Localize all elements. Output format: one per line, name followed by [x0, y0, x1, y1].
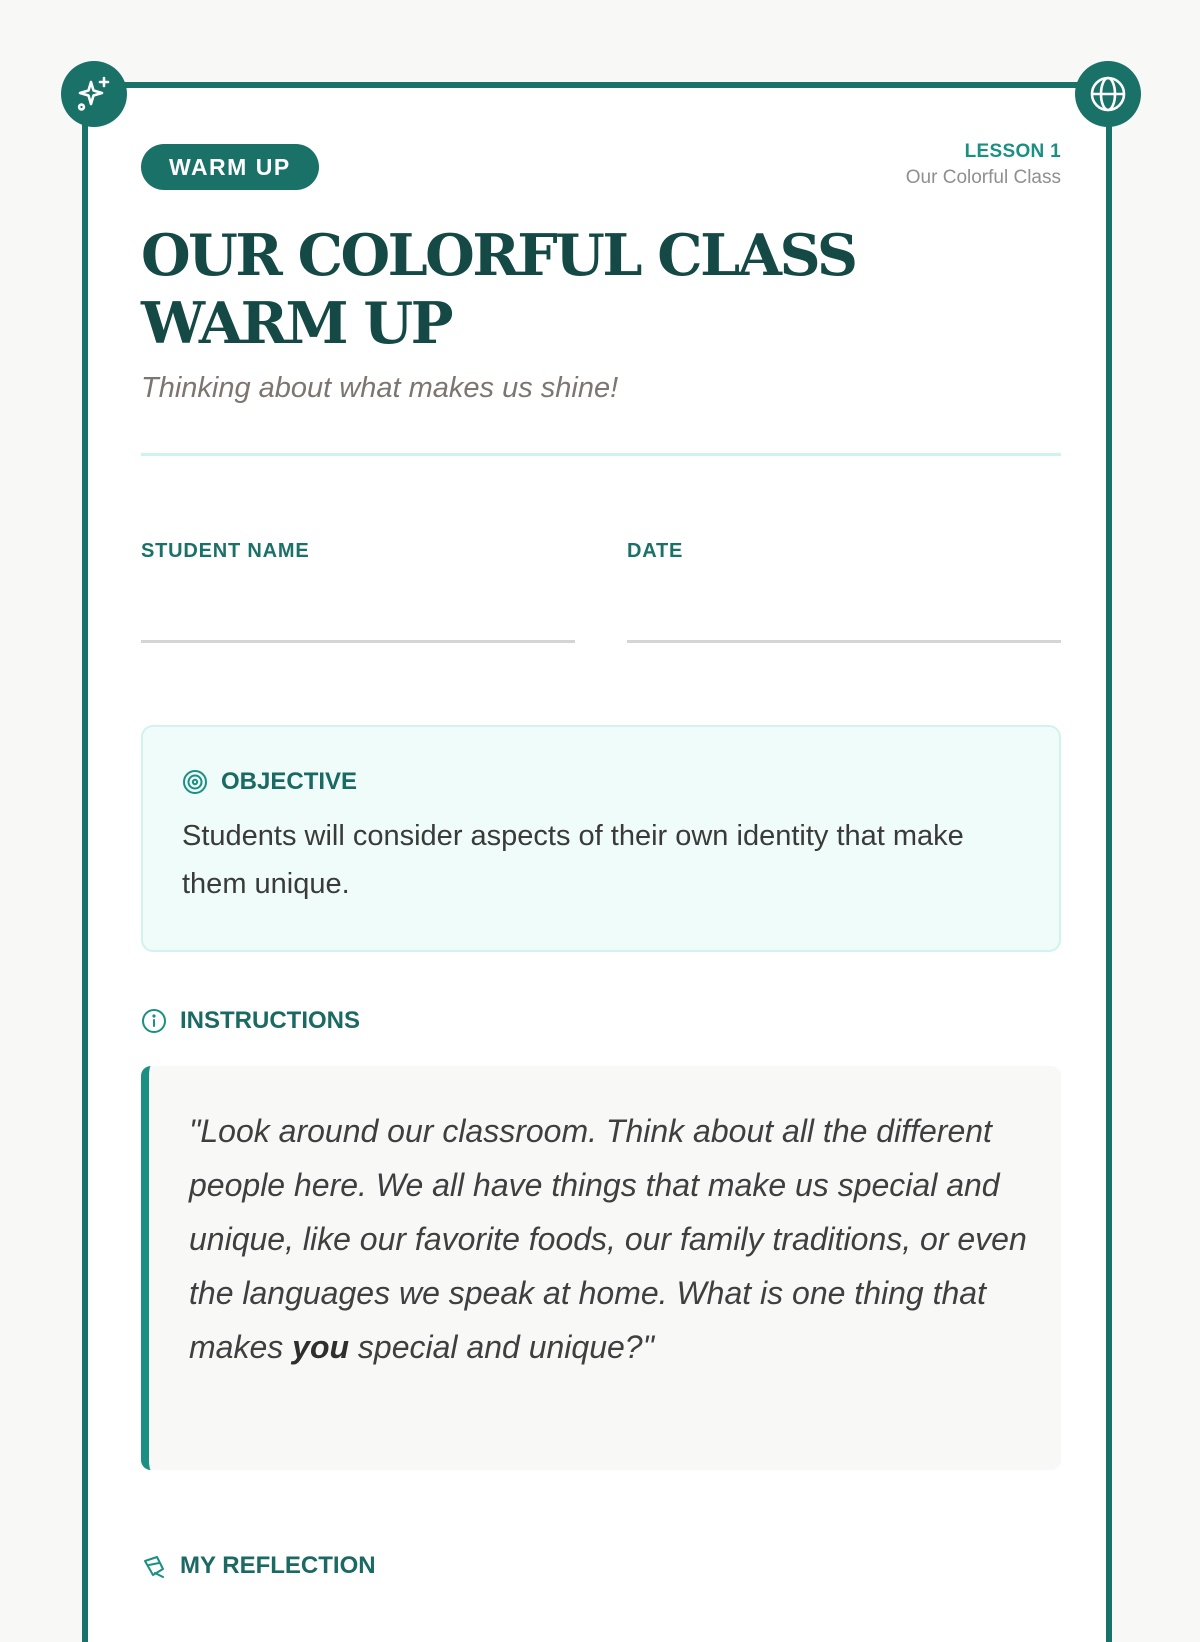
pencil-icon — [141, 1553, 167, 1579]
reflection-heading — [141, 1552, 376, 1580]
date-field[interactable] — [627, 640, 1061, 643]
quote-emphasis: you — [292, 1329, 350, 1365]
target-icon — [182, 769, 208, 795]
date-label: DATE — [627, 540, 684, 562]
objective-heading-label: OBJECTIVE — [221, 768, 358, 795]
sparkles-icon — [61, 61, 127, 127]
instructions-heading-label: INSTRUCTIONS — [180, 1007, 360, 1034]
page-subtitle: Thinking about what makes us shine! — [141, 372, 619, 404]
student-name-field[interactable] — [141, 640, 575, 643]
student-name-label: STUDENT NAME — [141, 540, 310, 562]
header-divider — [141, 453, 1061, 456]
objective-heading — [182, 768, 357, 796]
instructions-heading — [141, 1007, 360, 1035]
lesson-info — [906, 141, 1061, 189]
page-title: OUR COLORFUL CLASS WARM UP — [141, 222, 856, 357]
quote-text-before: "Look around our classroom. Think about all the different people here. We all have things that make us special and unique, like our favorite foods, our family traditions, or even the languages we speak at home. What is one thing that makes — [189, 1113, 1027, 1365]
instructions-quote — [189, 1104, 1029, 1374]
lesson-number: LESSON 1 — [964, 141, 1061, 162]
lesson-name: Our Colorful Class — [905, 167, 1061, 188]
info-icon — [141, 1008, 167, 1034]
quote-text-after: special and unique?" — [349, 1329, 654, 1365]
globe-icon — [1075, 61, 1141, 127]
warm-up-badge: WARM UP — [141, 144, 319, 190]
objective-text: Students will consider aspects of their own identity that make them unique. — [182, 820, 964, 900]
reflection-heading-label: MY REFLECTION — [180, 1552, 376, 1579]
